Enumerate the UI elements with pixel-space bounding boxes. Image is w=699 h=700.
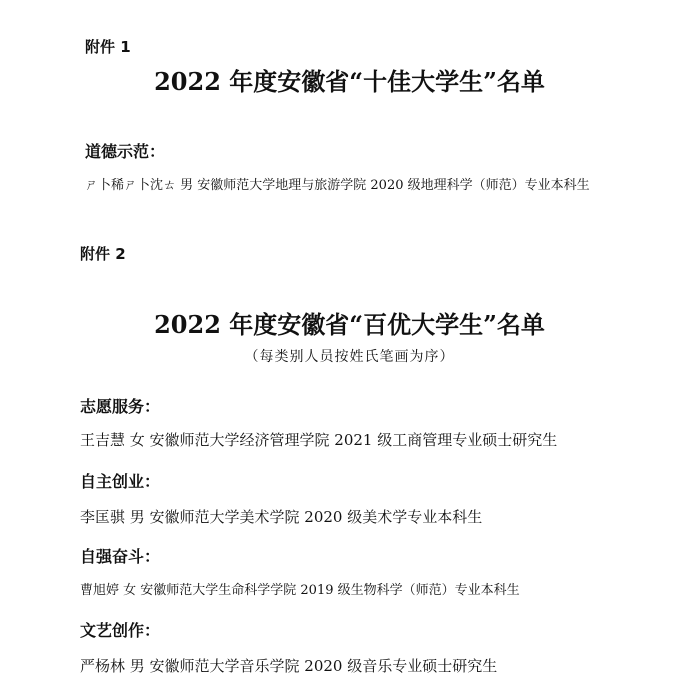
sort-note: （每类别人员按姓氏笔画为序） xyxy=(244,349,455,365)
list-item: 王吉慧 女 安徽师范大学经济管理学院 2021 级工商管理专业硕士研究生 xyxy=(80,431,558,449)
list-item: 曹旭婷 女 安徽师范大学生命科学学院 2019 级生物科学（师范）专业本科生 xyxy=(80,583,520,598)
attachment-2-label: 附件 2 xyxy=(80,245,126,263)
attachment-2-title: 2022 年度安徽省“百优大学生”名单 xyxy=(154,310,545,339)
category-heading: 志愿服务： xyxy=(80,397,161,416)
list-item: 严杨林 男 安徽师范大学音乐学院 2020 级音乐专业硕士研究生 xyxy=(80,657,498,675)
attachment-1-title: 2022 年度安徽省“十佳大学生”名单 xyxy=(154,67,545,96)
list-item: ㄕ卜稀ㄕ卜沈ㄊ 男 安徽师范大学地理与旅游学院 2020 级地理科学（师范）专业本科生 xyxy=(85,178,590,193)
category-heading: 道德示范： xyxy=(85,142,166,161)
category-heading: 自主创业： xyxy=(80,472,161,491)
list-item: 李匡骐 男 安徽师范大学美术学院 2020 级美术学专业本科生 xyxy=(80,508,483,526)
attachment-1-label: 附件 1 xyxy=(85,38,131,56)
category-heading: 文艺创作： xyxy=(80,621,161,640)
category-heading: 自强奋斗： xyxy=(80,547,161,566)
